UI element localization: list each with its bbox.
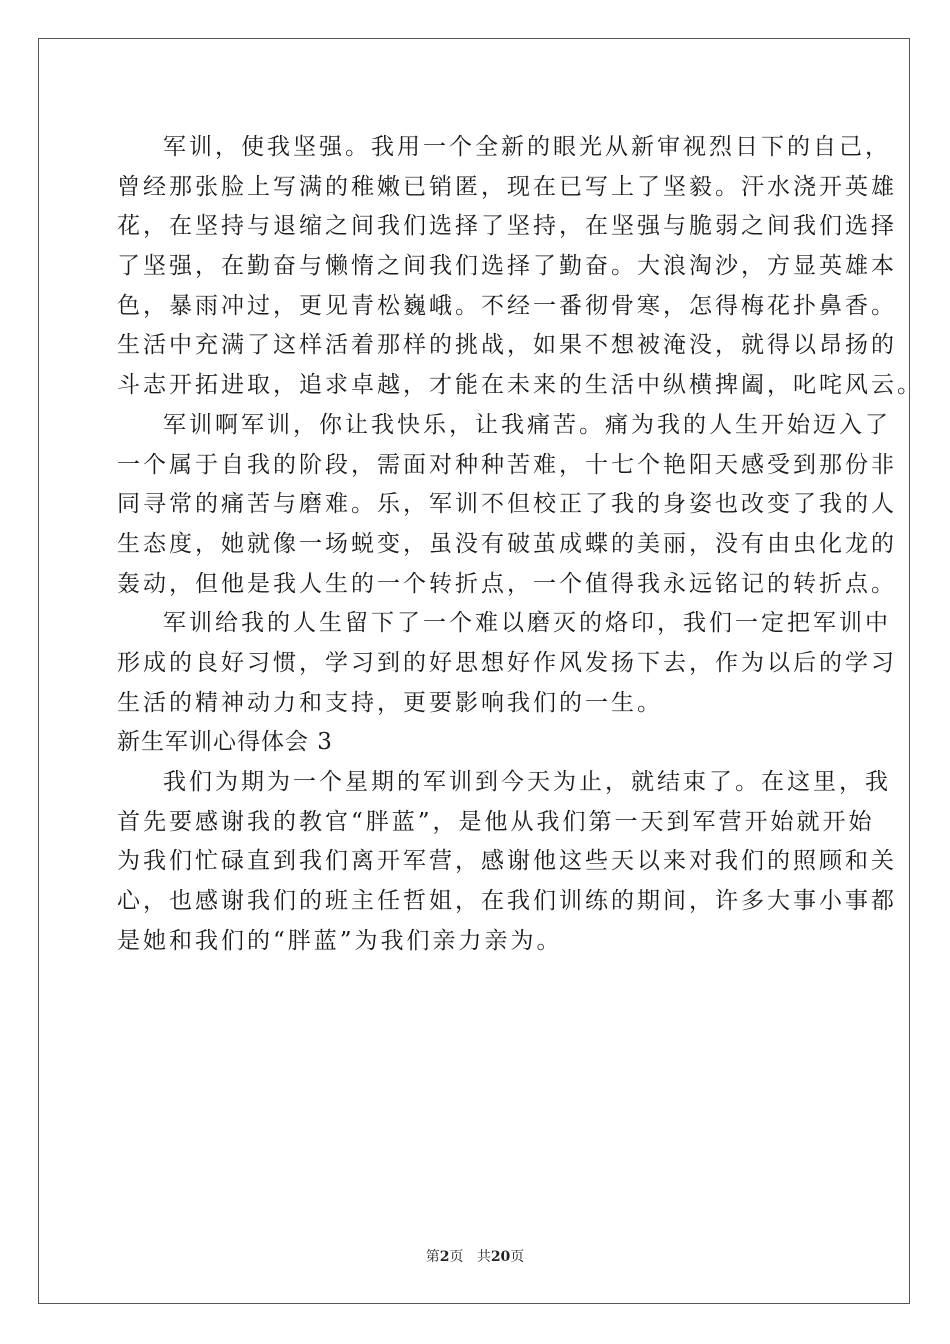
page-number: 2	[439, 1249, 450, 1265]
text-line: 军训给我的人生留下了一个难以磨灭的烙印，我们一定把军训中	[163, 610, 891, 637]
text-line: 色，暴雨冲过，更见青松巍峨。不经一番彻骨寒，怎得梅花扑鼻香。	[117, 292, 897, 319]
text-line: 生态度，她就像一场蜕变，虽没有破茧成蝶的美丽，没有由虫化龙的	[117, 530, 897, 557]
paragraph-2	[117, 406, 897, 604]
text-line: 首先要感谢我的教官“胖蓝”，是他从我们第一天到军营开始就开始	[117, 808, 875, 835]
text-line: 我们为期为一个星期的军训到今天为止，就结束了。在这里，我	[163, 769, 891, 795]
paragraph-3	[117, 604, 897, 723]
text-line: 是她和我们的“胖蓝”为我们亲力亲为。	[117, 927, 563, 954]
text-line: 生活的精神动力和支持，更要影响我们的一生。	[117, 689, 663, 716]
text-line: 同寻常的痛苦与磨难。乐，军训不但校正了我的身姿也改变了我的人	[117, 491, 897, 518]
total-pages: 20	[490, 1249, 511, 1265]
text-line: 曾经那张脸上写满的稚嫩已销匿，现在已写上了坚毅。汗水浇开英雄	[117, 173, 897, 200]
text-line: 了坚强，在勤奋与懒惰之间我们选择了勤奋。大浪淘沙，方显英雄本	[117, 253, 897, 280]
text-line: 花，在坚持与退缩之间我们选择了坚持，在坚强与脆弱之间我们选择	[117, 213, 897, 240]
text-line: 生活中充满了这样活着那样的挑战，如果不想被淹没，就得以昂扬的	[117, 332, 897, 359]
footer-total-suffix: 页	[510, 1249, 525, 1265]
footer-page-suffix: 页	[449, 1249, 464, 1265]
text-line: 一个属于自我的阶段，需面对种种苦难，十七个艳阳天感受到那份非	[117, 451, 897, 478]
paragraph-1	[117, 128, 923, 406]
text-line: 斗志开拓进取，追求卓越，才能在未来的生活中纵横捭阖，叱咤风云。	[117, 372, 923, 399]
text-line: 军训，使我坚强。我用一个全新的眼光从新审视烈日下的自己，	[163, 134, 891, 160]
section-heading: 新生军训心得体会 3	[117, 729, 333, 756]
text-line: 军训啊军训，你让我快乐，让我痛苦。痛为我的人生开始迈入了	[163, 411, 891, 438]
footer-total-prefix: 共	[476, 1249, 491, 1265]
document-body	[117, 128, 923, 961]
text-line: 形成的良好习惯，学习到的好思想好作风发扬下去，作为以后的学习	[117, 649, 897, 676]
footer-prefix: 第	[425, 1249, 440, 1265]
text-line: 心，也感谢我们的班主任哲姐，在我们训练的期间，许多大事小事都	[117, 888, 897, 915]
text-line: 轰动，但他是我人生的一个转折点，一个值得我永远铭记的转折点。	[117, 570, 897, 597]
page-footer	[0, 1246, 950, 1266]
text-line: 为我们忙碌直到我们离开军营，感谢他这些天以来对我们的照顾和关	[117, 848, 897, 875]
paragraph-4	[117, 763, 897, 961]
